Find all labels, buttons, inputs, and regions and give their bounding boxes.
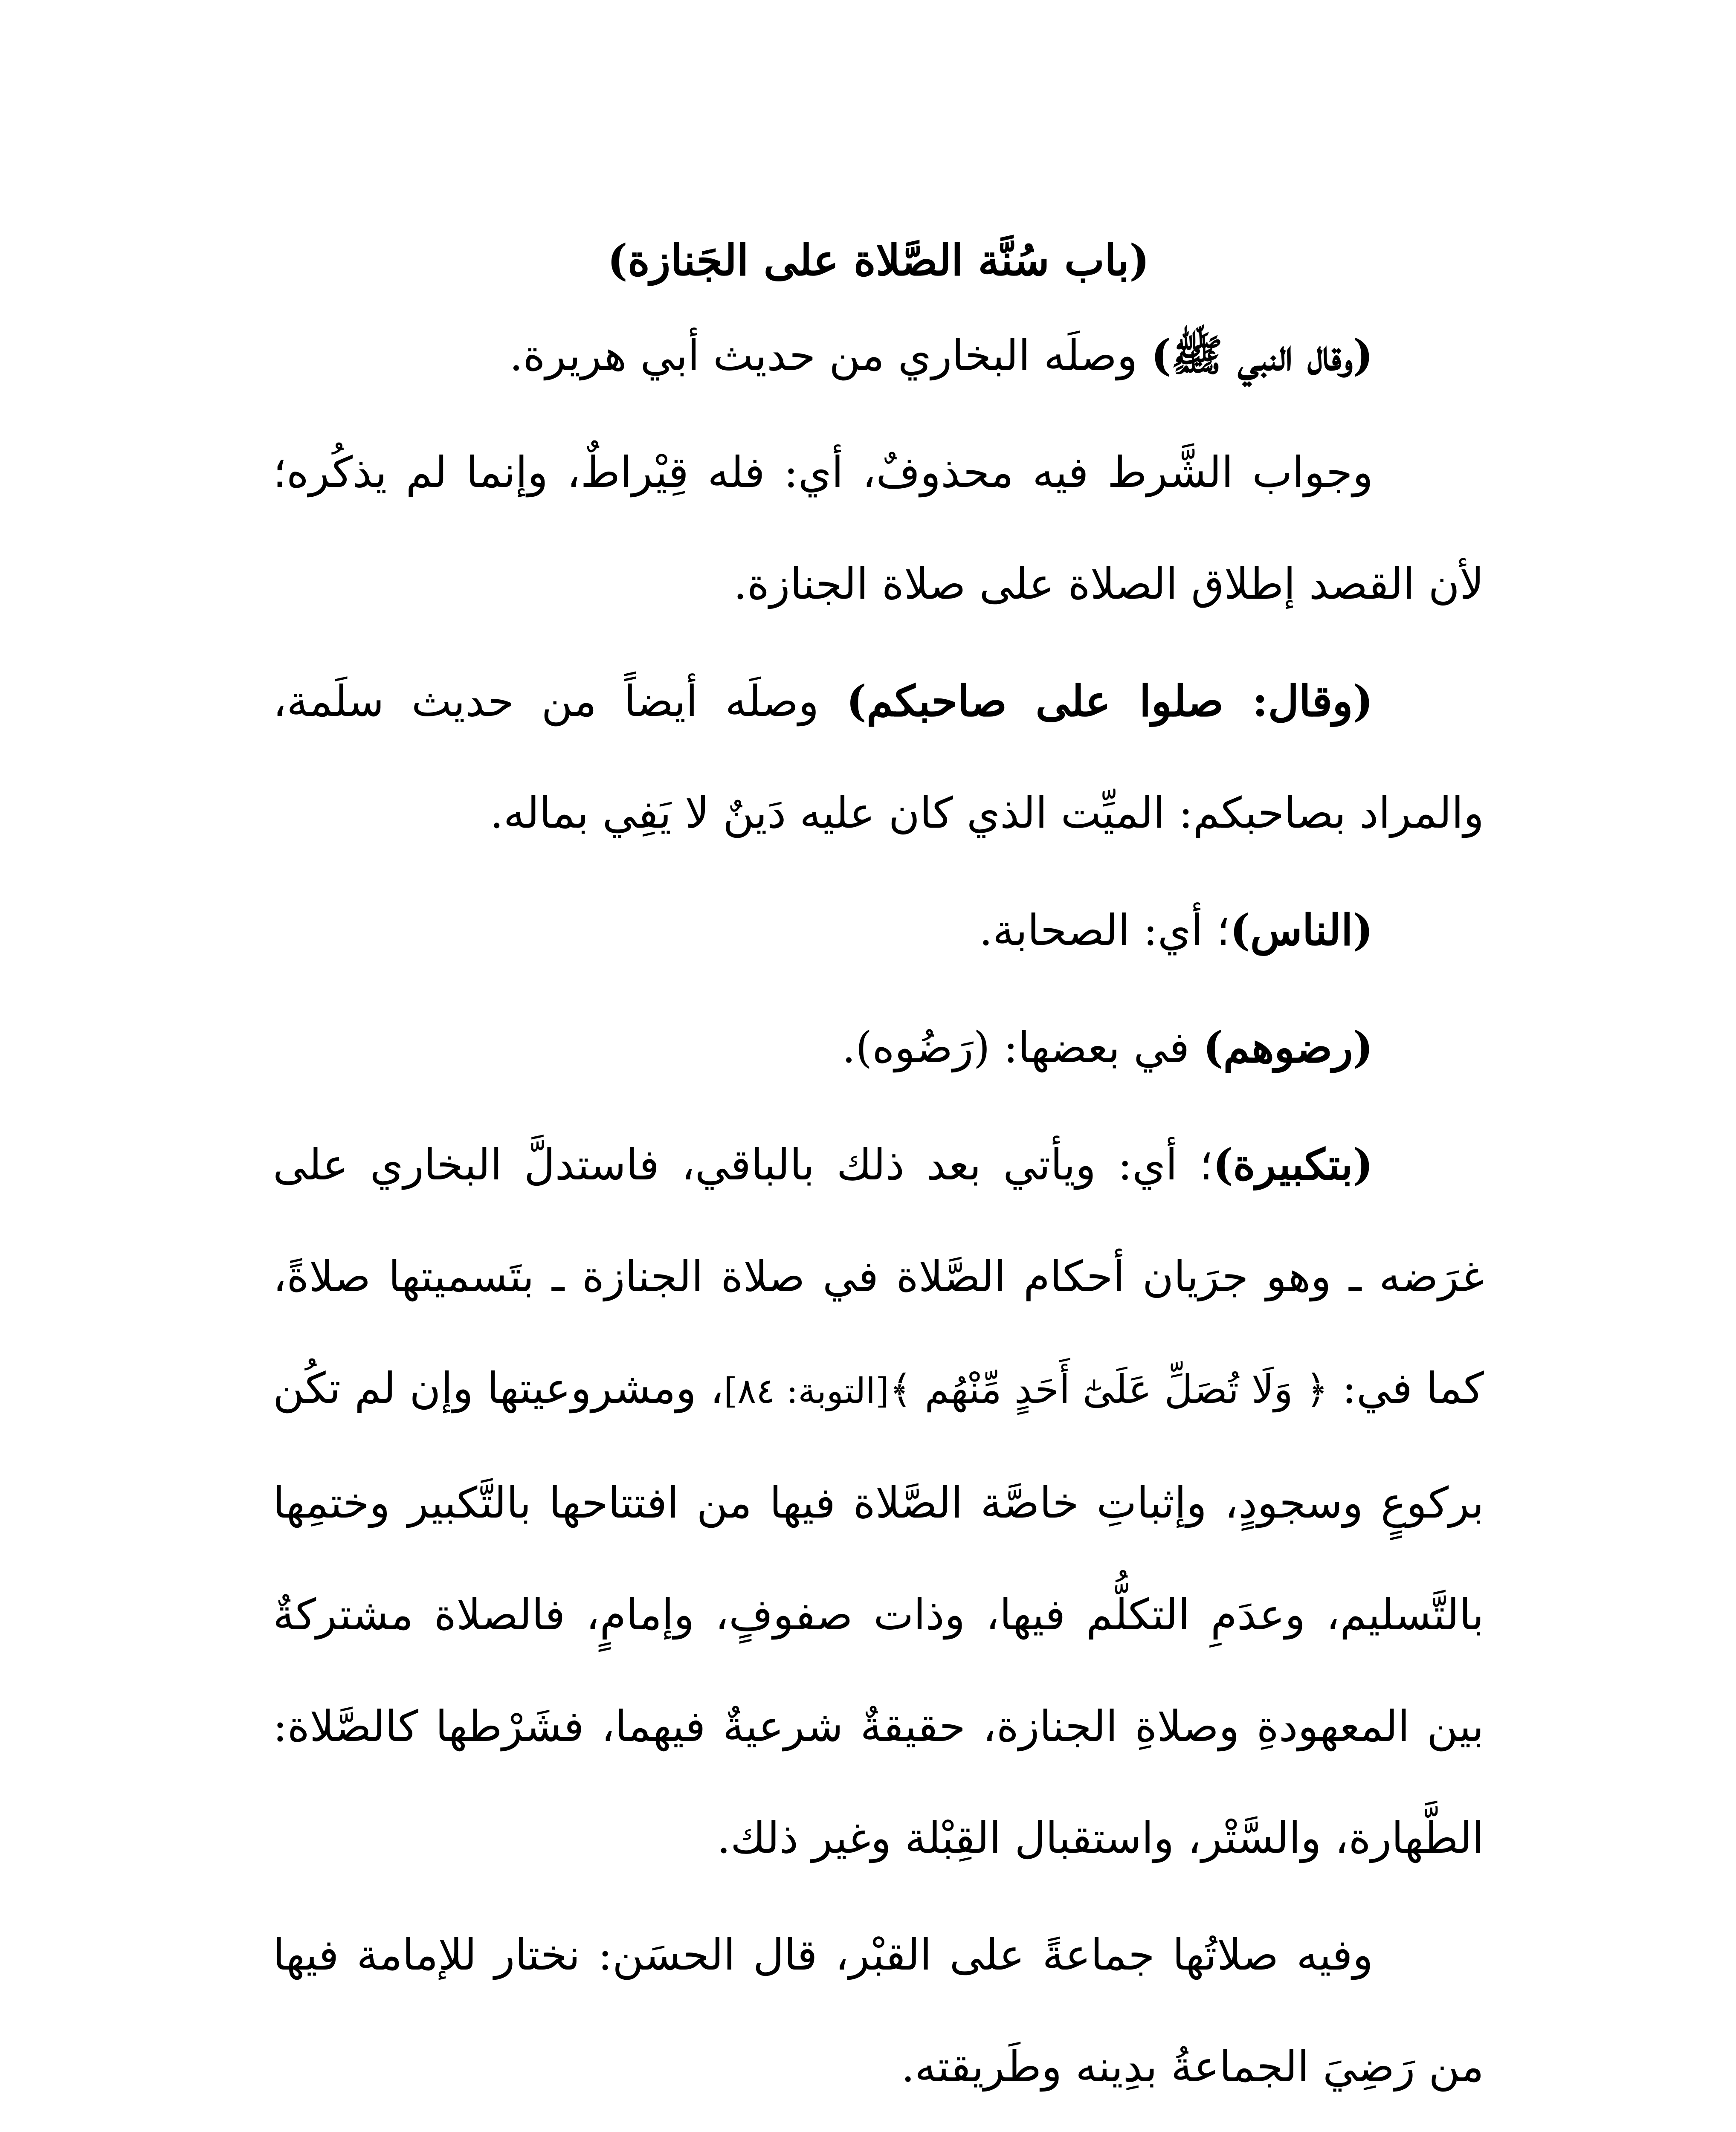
paragraph-4: [273, 874, 1484, 986]
paragraph-4-lead: (الناس): [1230, 905, 1373, 955]
paragraph-8: [273, 2128, 1484, 2132]
paragraph-6-text-b: ، ومشروعيتها وإن لم تكُن بركوعٍ وسجودٍ، وإثباتِ خاصَّة الصَّلاة فيها من افتتاحها بالتَّكبير وختمِها بالتَّسليم، وعدَمِ التكلُّم فيها، وذات صفوفٍ، وإمامٍ، فالصلاة مشتركةٌ بين المعهودةِ وصلاةِ الجنازة، حقيقةٌ شرعيةٌ فيهما، فشَرْطها كالصَّلاة: الطَّهارة، والسَّتْر، واستقبال القِبْلة وغير ذلك.: [273, 1363, 1484, 1863]
paragraph-4-text: ؛ أي: الصحابة.: [979, 905, 1230, 955]
paragraph-5-text: في بعضها: (رَضُوه).: [842, 1023, 1203, 1072]
paragraph-7-text: وفيه صلاتُها جماعةً على القبْر، قال الحسَن: نختار للإمامة فيها من رَضِيَ الجماعةُ بدِينه وطَريقته.: [273, 1930, 1484, 2091]
paragraph-1-lead: (وقال النبي ﷺ): [1151, 330, 1373, 380]
paragraph-7: [273, 1899, 1484, 2123]
main-text-block: [273, 230, 1484, 2132]
paragraph-3: [273, 645, 1484, 869]
paragraph-3-lead: (وقال: صلوا على صاحبكم): [846, 676, 1373, 726]
chapter-heading: (باب سُنَّة الصَّلاة على الجَنازة): [607, 235, 1150, 285]
paragraph-6-lead: (بتكبيرة): [1213, 1139, 1373, 1190]
paragraph-2: [273, 417, 1484, 640]
paragraph-2-text: وجواب الشَّرط فيه محذوفٌ، أي: فله قِيْراطٌ، وإنما لم يذكُره؛ لأن القصد إطلاق الصلاة على صلاة الجنازة.: [273, 447, 1484, 609]
paragraph-1: [273, 299, 1484, 411]
paragraph-3-text: وصلَه أيضاً من حديث سلَمة، والمراد بصاحبكم: الميِّت الذي كان عليه دَينٌ لا يَفِي بماله.: [273, 676, 1484, 838]
paragraph-6-text-a: ؛ أي: ويأتي بعد ذلك بالباقي، فاستدلَّ البخاري على غرَضه ـ وهو جرَيان أحكام الصَّلاة في صلاة الجنازة ـ بتَسميتها صلاةً، كما في:: [273, 1140, 1484, 1413]
paragraph-6: [273, 1109, 1484, 1894]
paragraph-5: [273, 991, 1484, 1104]
paragraph-5-lead: (رضوهم): [1203, 1022, 1373, 1072]
quran-reference: [التوبة: ٨٤]: [724, 1371, 889, 1411]
paragraph-1-text: وصلَه البخاري من حديث أبي هريرة.: [509, 330, 1151, 380]
quran-verse: ﴿ وَلَا تُصَلِّ عَلَىٰٓ أَحَدٍ مِّنْهُم ﴾: [889, 1367, 1329, 1412]
